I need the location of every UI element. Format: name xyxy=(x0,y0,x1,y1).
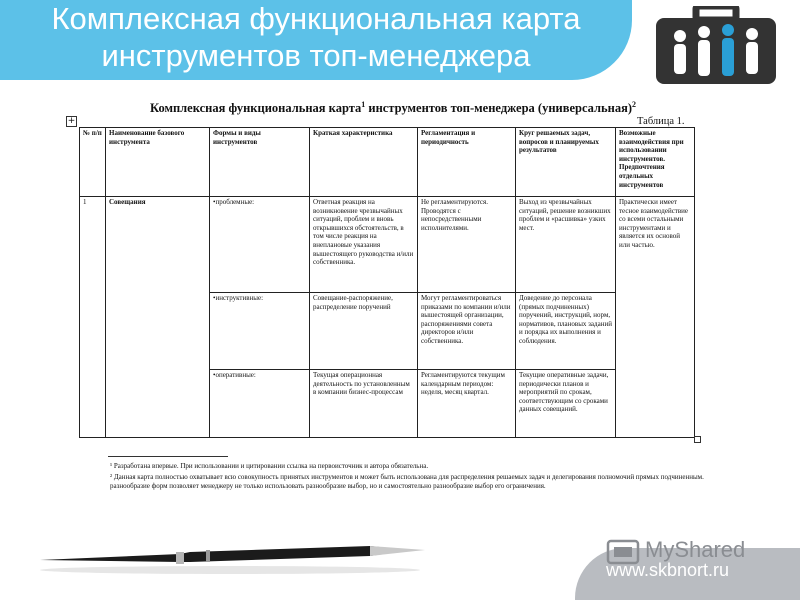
header-tasks: Круг решаемых задач, вопросов и планируемых результатов xyxy=(516,128,616,197)
footnote-1: ¹ Разработана впервые. При использовании и цитировании ссылка на первоисточник и автора обязательна. xyxy=(110,462,429,470)
row-form: •оперативные: xyxy=(210,370,310,438)
table-header-row xyxy=(80,128,695,197)
footnote-divider xyxy=(108,456,228,457)
row-tasks: Текущие оперативные задачи, периодически планов и мероприятий по срокам, соответствующим со сроками данных совещаний. xyxy=(516,370,616,438)
header-tool: Наименование базового инструмента xyxy=(106,128,210,197)
row-relations: Практически имеет тесное взаимодействие со всеми остальными инструментами и является их основой или частью. xyxy=(616,197,695,438)
row-tool: Совещания xyxy=(106,197,210,438)
fountain-pen-icon xyxy=(30,530,430,580)
table-move-handle-icon[interactable]: + xyxy=(67,116,76,126)
row-regulation: Не регламентируются. Проводятся с непосредственными исполнителями. xyxy=(418,197,516,293)
row-regulation: Могут регламентироваться приказами по компании и/или вышестоящей организации, распоряжениями совета директоров и/или собственника. xyxy=(418,293,516,370)
header-regulation: Регламентация и периодичность xyxy=(418,128,516,197)
footnotes xyxy=(110,462,710,493)
row-description: Текущая операционная деятельность по установленным в компании бизнес-процессам xyxy=(310,370,418,438)
team-briefcase-logo xyxy=(652,6,780,86)
row-form: •инструктивные: xyxy=(210,293,310,370)
table-row xyxy=(80,197,695,293)
myshared-brand: MyShared xyxy=(645,537,746,562)
row-description: Совещание-распоряжение, распределение поручений xyxy=(310,293,418,370)
header-forms: Формы и виды инструментов xyxy=(210,128,310,197)
row-regulation: Регламентируются текущим календарным периодом: неделя, месяц квартал. xyxy=(418,370,516,438)
table-resize-handle-icon[interactable] xyxy=(694,436,701,443)
footnote-2: ² Данная карта полностью охватывает всю совокупность принятых инструментов и может быть использована для распределения решаемых задач и делегирования полномочий прямых подчиненным. разнообразие форм позволяет менеджеру не только использовать разнообразие выбор, но и самостоятельно разнообразие выбор его ограничения. xyxy=(110,473,704,490)
header-relations: Возможные взаимодействия при использовании инструментов. Предпочтения отдельных инструментов xyxy=(616,128,695,197)
tools-table xyxy=(79,127,695,438)
row-tasks: Доведение до персонала (прямых подчиненных) поручений, инструкций, норм, нормативов, плановых заданий и порядка их выполнения и соблюдения. xyxy=(516,293,616,370)
header-description: Краткая характеристика xyxy=(310,128,418,197)
row-tasks: Выход из чрезвычайных ситуаций, решение возникших проблем и «расшивка» узких мест. xyxy=(516,197,616,293)
title-banner xyxy=(0,0,632,80)
slide-title: Комплексная функциональная карта инструментов топ-менеджера xyxy=(51,1,581,73)
row-number: 1 xyxy=(80,197,106,438)
header-number: № п/п xyxy=(80,128,106,197)
footer-site-link[interactable]: www.skbnort.ru xyxy=(606,560,730,580)
document-title: Комплексная функциональная карта$^1$ инструментов топ-менеджера (универсальная)$^2$ xyxy=(150,100,637,116)
row-form: •проблемные: xyxy=(210,197,310,293)
table-caption: Таблица 1. xyxy=(637,116,685,127)
row-description: Ответная реакция на возникновение чрезвычайных ситуаций, проблем и вновь открывшихся обстоятельств, в том числе реакция на внеплановые указания вышестоящего руководства и/или собственника. xyxy=(310,197,418,293)
